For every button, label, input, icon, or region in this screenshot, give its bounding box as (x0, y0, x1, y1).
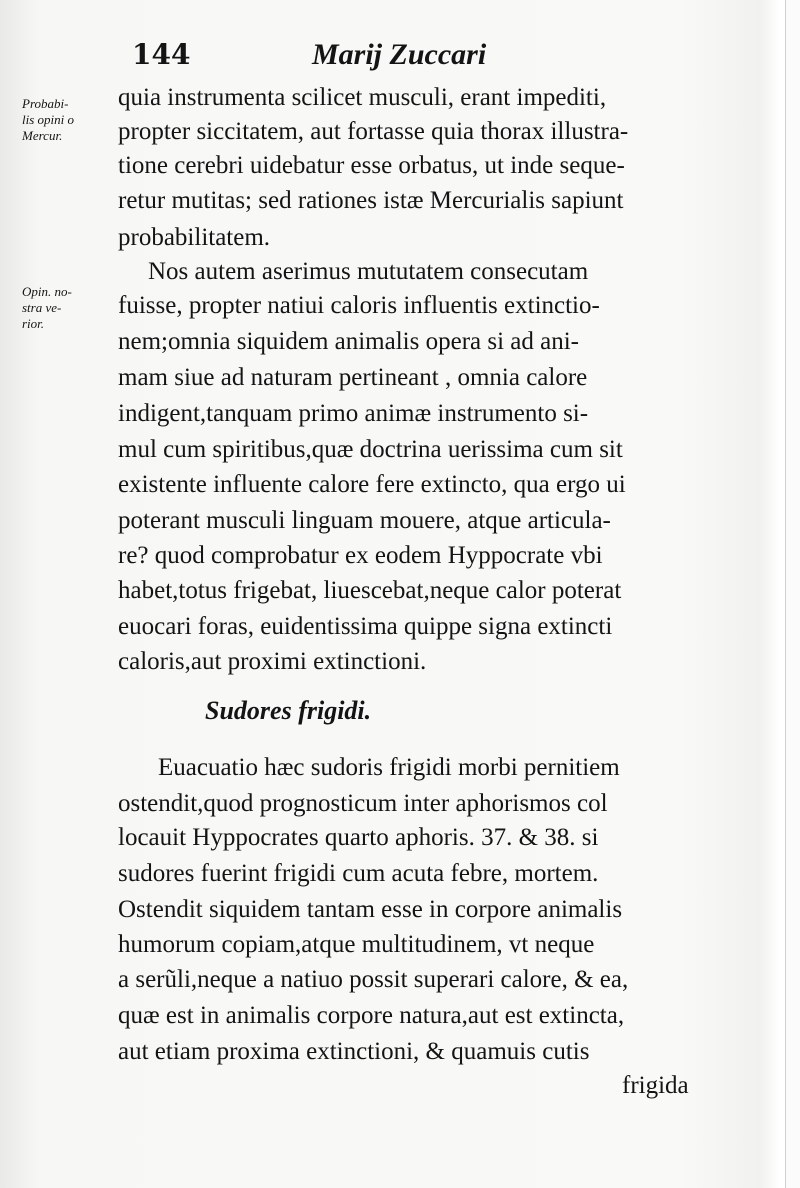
page-number: 144 (132, 38, 191, 71)
body-line: existente influente calore fere extincto, qua ergo ui (118, 471, 626, 498)
running-head (132, 38, 732, 78)
body-line: ostendit,quod prognosticum inter aphorismos col (118, 790, 608, 817)
body-line: euocari foras, euidentissima quippe signa extincti (118, 613, 613, 640)
body-line: a serũli,neque a natiuo possit superari calore, & ea, (118, 966, 629, 993)
body-line: Ostendit siquidem tantam esse in corpore animalis (118, 896, 623, 923)
body-line: locauit Hyppocrates quarto aphoris. 37. & 38. si (118, 824, 599, 851)
body-line: humorum copiam,atque multitudinem, vt neque (118, 931, 595, 958)
body-line: fuisse, propter natiui caloris influentis extinctio- (118, 292, 600, 319)
body-line: nem;omnia siquidem animalis opera si ad ani- (118, 328, 579, 355)
body-line: caloris,aut proximi extinctioni. (118, 648, 427, 675)
body-line: retur mutitas; sed rationes istæ Mercurialis sapiunt (118, 187, 624, 214)
body-line: quæ est in animalis corpore natura,aut est extincta, (118, 1002, 625, 1029)
running-title: Marij Zuccari (312, 38, 487, 71)
section-heading: Sudores frigidi. (205, 696, 372, 725)
body-line: mam siue ad naturam pertineant , omnia calore (118, 364, 588, 391)
body-line: aut etiam proxima extinctioni, & quamuis cutis (118, 1038, 590, 1065)
page-edge (785, 0, 800, 1188)
margin-note-probabilis: Probabi- lis opini o Mercur. (22, 96, 75, 143)
body-line: re? quod comprobatur ex eodem Hyppocrate vbi (118, 542, 603, 569)
body-line: habet,totus frigebat, liuescebat,neque calor poterat (118, 577, 622, 604)
body-line: propter siccitatem, aut fortasse quia thorax illustra- (118, 118, 629, 145)
body-line: probabilitatem. (118, 224, 271, 251)
body-line: Nos autem aserimus mututatem consecutam (148, 258, 589, 285)
body-line: quia instrumenta scilicet musculi, erant impediti, (118, 84, 607, 111)
body-line: poterant musculi linguam mouere, atque articula- (118, 507, 611, 534)
body-line: mul cum spiritibus,quæ doctrina uerissima cum sit (118, 436, 623, 463)
body-line: sudores fuerint frigidi cum acuta febre, mortem. (118, 860, 599, 887)
body-line: indigent,tanquam primo animæ instrumento si- (118, 400, 589, 427)
body-line: Euacuatio hæc sudoris frigidi morbi pernitiem (158, 754, 620, 781)
catchword: frigida (622, 1072, 689, 1099)
body-line: tione cerebri uidebatur esse orbatus, ut inde seque- (118, 152, 625, 179)
margin-note-opinio: Opin. no- stra ve- rior. (22, 284, 72, 331)
